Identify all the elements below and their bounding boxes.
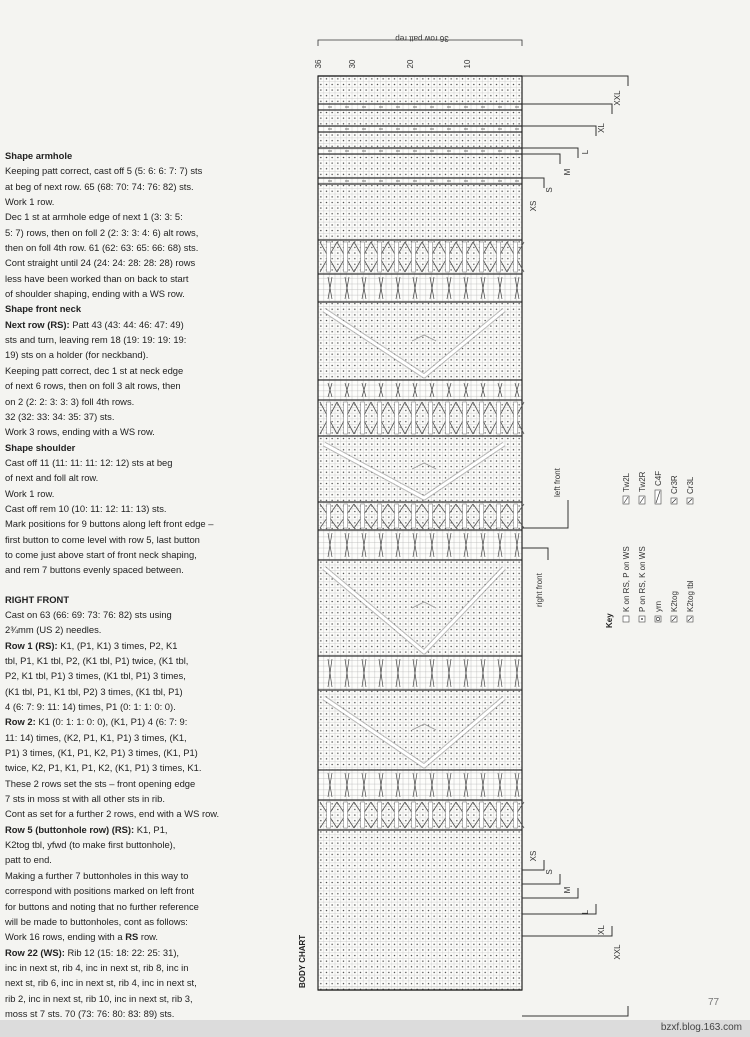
key-item-yrn: [654, 601, 663, 622]
pattern-text: patt to end.: [5, 854, 52, 866]
pattern-text: less have been worked than on back to start: [5, 272, 189, 284]
right-front-label: right front: [535, 573, 544, 607]
pattern-text: Row 5 (buttonhole row) (RS):: [5, 823, 135, 835]
pattern-text: K1 (0: 1: 1: 0: 0), (K1, P1) 4 (6: 7: 9:: [35, 716, 188, 728]
pattern-text: These 2 rows set the sts – front opening edge: [5, 777, 196, 789]
footer-url: bzxf.blog.163.com: [660, 1022, 742, 1033]
pattern-text: Work 16 rows, ending with a: [5, 931, 126, 943]
section-heading: Shape armhole: [5, 150, 73, 161]
size-label-bottom: XL: [597, 925, 606, 935]
size-label-bottom: L: [581, 909, 590, 915]
pattern-text: Patt 43 (43: 44: 46: 47: 49): [69, 318, 184, 330]
chart-title: BODY CHART: [298, 934, 307, 988]
pattern-text: Keeping patt correct, dec 1 st at neck edge: [5, 364, 184, 376]
patt-rep-label: 36 row patt rep: [395, 34, 449, 43]
pattern-text: 11: 14) times, (K2, P1, K1, P1) 3 times, (K1,: [5, 731, 187, 743]
pattern-text: 5: 7) rows, then on foll 2 (2: 3: 3: 4: 6) alt rows,: [5, 226, 199, 238]
pattern-text: Work 1 row.: [5, 196, 55, 208]
pattern-text: then on foll 4th row. 61 (62: 63: 65: 66: 68) sts.: [5, 242, 199, 254]
pattern-text: moss st 7 sts. 70 (73: 76: 80: 83: 89) sts.: [5, 1007, 175, 1019]
pattern-text: Making a further 7 buttonholes in this way to: [5, 869, 189, 881]
size-label-bottom: XXL: [613, 944, 622, 960]
size-label-top: XS: [529, 200, 538, 212]
pattern-text: Row 1 (RS):: [5, 639, 58, 651]
size-label-top: XXL: [613, 90, 622, 106]
key-item-dot: [638, 546, 647, 622]
pattern-text: 2¾mm (US 2) needles.: [5, 624, 102, 636]
pattern-text: and rem 7 buttons evenly spaced between.: [5, 564, 184, 576]
key-label: K2tog: [670, 591, 679, 612]
key-label: Tw2R: [638, 471, 647, 492]
size-label-top: S: [545, 187, 554, 193]
pattern-text: Cast off 11 (11: 11: 11: 12: 12) sts at beg: [5, 456, 173, 468]
pattern-text: P1) 3 times, (K1, P1, K2, P1) 3 times, (K1, P1): [5, 747, 198, 759]
pattern-text: K1, (P1, K1) 3 times, P2, K1: [57, 639, 178, 651]
col-number: 36: [314, 59, 323, 69]
key-title: Key: [605, 613, 614, 628]
key-symbol-icon: [623, 616, 629, 622]
left-front-label: left front: [553, 468, 562, 497]
pattern-text: Next row (RS):: [5, 318, 70, 330]
key-item-tw2r: [638, 471, 647, 504]
section-heading: Shape shoulder: [5, 441, 76, 453]
page-number: 77: [708, 997, 720, 1008]
pattern-text: to come just above start of front neck shaping,: [5, 548, 197, 560]
size-label-top: XL: [597, 123, 606, 133]
size-indicator-labels: [522, 76, 628, 1016]
key-item-cr3r: [670, 475, 679, 504]
key-item-tw2l: [622, 472, 631, 504]
pattern-text: 19) sts on a holder (for neckband).: [5, 349, 149, 361]
pattern-text: rib 2, inc in next st, rib 10, inc in next st, rib 3,: [5, 992, 193, 1004]
pattern-text: sts and turn, leaving rem 18 (19: 19: 19: 19:: [5, 334, 187, 346]
chart-grid: [318, 40, 522, 990]
key-symbol-icon: [655, 616, 661, 622]
pattern-text: Dec 1 st at armhole edge of next 1 (3: 3: 5:: [5, 211, 183, 223]
pattern-text: next st, rib 6, inc in next st, rib 4, inc in next st,: [5, 977, 197, 989]
pattern-text: will be made to buttonholes, cont as follows:: [5, 915, 188, 927]
key-label: Cr3L: [686, 476, 695, 494]
footer-bar: [0, 1020, 750, 1037]
chart-key: [605, 471, 695, 628]
pattern-text: 7 sts in moss st with all other sts in rib.: [5, 793, 165, 805]
pattern-text: at beg of next row. 65 (68: 70: 74: 76: 82) sts.: [5, 180, 194, 192]
pattern-text: Cast off rem 10 (10: 11: 12: 11: 13) sts.: [5, 502, 167, 514]
pattern-text: Cont straight until 24 (24: 24: 28: 28: 28) rows: [5, 257, 196, 269]
pattern-text: Work 3 rows, ending with a WS row.: [5, 426, 155, 438]
key-item-c4f: [654, 471, 663, 504]
pattern-text: of shoulder shaping, ending with a WS row.: [5, 288, 185, 300]
key-label: P on RS, K on WS: [638, 546, 647, 612]
section-heading: Shape front neck: [5, 303, 82, 315]
pattern-text: twice, K2, P1, K1, P1, K2, (K1, P1) 3 times, K1.: [5, 762, 202, 774]
pattern-text: correspond with positions marked on left front: [5, 885, 195, 897]
pattern-text: Rib 12 (15: 18: 22: 25: 31),: [64, 946, 180, 958]
pattern-text: P2, K1 tbl, P1) 3 times, (K1 tbl, P1) 3 times,: [5, 670, 186, 682]
key-item-cr3l: [686, 476, 695, 504]
pattern-text: K1, P1,: [134, 823, 168, 835]
key-label: K2tog tbl: [686, 580, 695, 612]
key-label: Tw2L: [622, 472, 631, 492]
key-label: K on RS, P on WS: [622, 546, 631, 612]
col-number: 10: [463, 59, 472, 69]
pattern-text: for buttons and noting that no further reference: [5, 900, 199, 912]
size-label-top: M: [563, 168, 572, 176]
col-number: 30: [348, 59, 357, 69]
pattern-text: inc in next st, rib 4, inc in next st, rib 8, inc in: [5, 961, 189, 973]
pattern-text: Mark positions for 9 buttons along left front edge –: [5, 518, 214, 530]
pattern-text: Work 1 row.: [5, 487, 55, 499]
key-label: Cr3R: [670, 475, 679, 494]
size-label-top: L: [581, 149, 590, 155]
pattern-text: of next 6 rows, then on foll 3 alt rows, then: [5, 380, 181, 392]
pattern-text: Keeping patt correct, cast off 5 (5: 6: 6: 7: 7) sts: [5, 165, 203, 177]
pattern-text: Row 22 (WS):: [5, 946, 65, 958]
size-label-bottom: M: [563, 886, 572, 894]
key-label: C4F: [654, 470, 663, 486]
pattern-text: Cont as set for a further 2 rows, end with a WS row.: [5, 808, 220, 820]
section-heading: RIGHT FRONT: [5, 593, 70, 605]
pattern-text: first button to come level with row 5, last button: [5, 533, 200, 545]
pattern-text: tbl, P1, K1 tbl, P2, (K1 tbl, P1) twice, (K1 tbl,: [5, 655, 189, 666]
key-label: yrn: [654, 600, 663, 612]
key-item-k2togtbl: [686, 580, 695, 622]
pattern-text: Row 2:: [5, 716, 36, 728]
size-label-bottom: S: [545, 869, 554, 875]
pattern-text: row.: [138, 931, 159, 943]
pattern-text: of next and foll alt row.: [5, 472, 99, 484]
col-number: 20: [406, 59, 415, 69]
pattern-text: on 2 (2: 2: 3: 3: 3) foll 4th rows.: [5, 395, 135, 407]
key-item-k2tog: [670, 591, 679, 622]
pattern-text: RS: [125, 931, 139, 943]
pattern-text: 4 (6: 7: 9: 11: 14) times, P1 (0: 1: 1: 0: 0).: [5, 701, 176, 713]
key-item-blank: [622, 546, 631, 622]
pattern-text: Cast on 63 (66: 69: 73: 76: 82) sts using: [5, 608, 172, 620]
size-label-bottom: XS: [529, 850, 538, 862]
pattern-text: 32 (32: 33: 34: 35: 37) sts.: [5, 410, 115, 422]
pattern-text: K2tog tbl, yfwd (to make first buttonhole),: [5, 839, 176, 851]
pattern-text: (K1 tbl, P1, K1 tbl, P2) 3 times, (K1 tbl, P1): [5, 685, 183, 697]
